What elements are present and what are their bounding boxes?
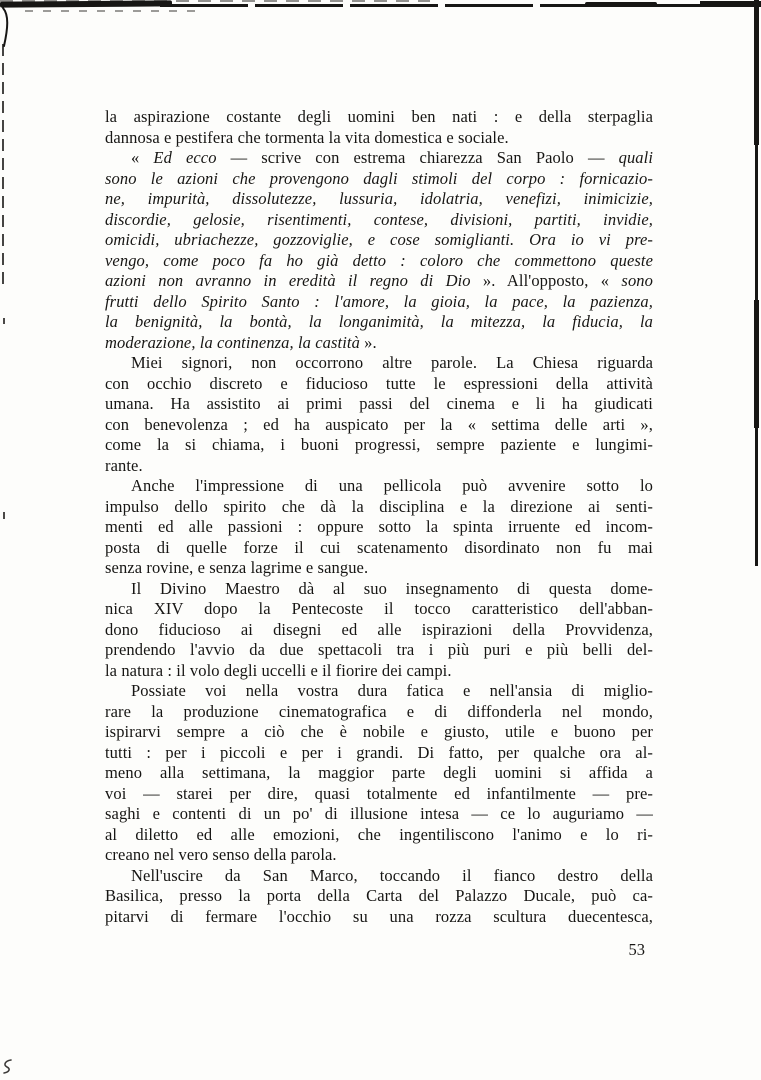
text-segment: Nell'uscire da San Marco, toccando il fianco destro della [131,865,653,885]
text-line [105,886,653,907]
text-segment: creano nel vero senso della parola. [105,845,337,864]
text-line [105,394,653,415]
text-line [105,681,653,702]
text-block [105,107,653,927]
text-segment-italic: omicidi, ubriachezze, gozzoviglie, e cose somiglianti. Ora io vi pre- [105,230,653,249]
text-segment: al diletto ed alle emozioni, che ingentiliscono l'animo e lo ri- [105,824,653,844]
text-line [105,661,653,682]
scan-blob [585,2,657,7]
text-line [105,292,653,313]
text-segment-italic: frutti dello Spirito Santo : l'amore, la gioia, la pace, la pazienza, [105,291,653,311]
scan-dot-row [25,10,200,12]
text-segment: ». All'opposto, « [470,271,622,290]
text-segment-italic: sono [621,271,653,290]
text-segment-italic: quali [618,148,654,167]
text-segment: la natura : il volo degli uccelli e il fiorire dei campi. [105,660,452,680]
text-line [105,804,653,825]
scan-artifact-corner-curl [0,6,14,52]
scan-right-line-thick [754,0,759,145]
text-line [105,230,653,251]
text-line [105,333,653,354]
text-line [105,271,653,292]
text-segment: umana. Ha assistito ai primi passi del cinema e li ha giudicati [105,394,653,413]
text-line [105,825,653,846]
text-line [105,640,653,661]
text-line [105,251,653,272]
text-line [105,579,653,600]
text-segment: dono fiducioso ai disegni ed alle ispirazioni della Provvidenza, [105,619,653,639]
text-line [105,456,653,477]
text-line [105,148,653,169]
scan-left-dot [3,318,5,324]
scan-artifact-top-edge [0,0,761,16]
text-segment: — scrive con estrema chiarezza San Paolo — [216,148,619,167]
text-segment: rante. [105,455,143,475]
text-segment: come la si chiama, i buoni progressi, sempre paziente e lungimi- [105,435,653,454]
text-line [105,907,653,928]
text-segment: menti ed alle passioni : oppure sotto la spinta irruente ed incom- [105,517,653,536]
text-segment-italic: ne, impurità, dissolutezze, lussuria, idolatria, venefizi, inimicizie, [105,189,653,208]
text-segment: Possiate voi nella vostra dura fatica e nell'ansia di miglio- [131,681,653,700]
scan-artifact-right-edge [752,0,761,600]
text-segment: senza rovine, e senza lagrime e sangue. [105,558,369,577]
scan-artifact-left-dashes [0,0,8,1080]
text-line [105,620,653,641]
text-segment: rare la produzione cinematografica e di diffonderla nel mondo, [105,701,653,721]
scan-left-dot [3,512,5,519]
text-segment: Il Divino Maestro dà al suo insegnamento di questa dome- [131,578,653,598]
text-line [105,702,653,723]
scan-thin-line [160,4,761,7]
text-line [105,107,653,128]
text-segment-italic: azioni non avranno in eredità il regno di Dio [105,271,471,290]
scan-artifact-bottom-squiggle [0,1056,14,1078]
text-line [105,415,653,436]
text-line [105,312,653,333]
text-segment-italic: Ed ecco [153,148,217,167]
text-line [105,517,653,538]
text-segment: tutti : per i piccoli e per i grandi. Di fatto, per qualche ora al- [105,742,653,762]
text-line [105,763,653,784]
page-number: 53 [628,940,645,959]
text-segment: con benevolenza ; ed ha auspicato per la « settima delle arti », [105,414,653,434]
scan-right-line-thick [754,300,759,428]
text-segment: la aspirazione costante degli uomini ben nati : e della sterpaglia [105,107,653,126]
text-segment: Anche l'impressione di una pellicola può avvenire sotto lo [131,476,653,495]
text-line [105,722,653,743]
text-line [105,476,653,497]
text-segment-italic: la benignità, la bontà, la longanimità, la mitezza, la fiducia, la [105,312,653,331]
text-segment: Basilica, presso la porta della Carta del Palazzo Ducale, può ca- [105,886,653,905]
text-line [105,845,653,866]
text-segment: ispirarvi sempre a ciò che è nobile e giusto, utile e buono per [105,722,653,741]
text-line [105,374,653,395]
text-segment-italic: vengo, come poco fa ho già detto : coloro che commettono queste [105,250,653,270]
text-segment-italic: discordie, gelosie, risentimenti, contese, divisioni, partiti, invidie, [105,209,653,229]
text-segment: « [131,148,154,167]
text-line [105,866,653,887]
text-segment-italic: sono le azioni che provengono dagli stimoli del corpo : fornicazio- [105,168,653,188]
text-segment: dannosa e pestifera che tormenta la vita domestica e sociale. [105,127,509,147]
text-line [105,128,653,149]
text-segment: voi — starei per dire, quasi totalmente ed infantilmente — pre- [105,783,653,803]
text-segment: ». [359,332,377,352]
text-segment: nica XIV dopo la Pentecoste il tocco caratteristico dell'abban- [105,599,653,618]
text-line [105,743,653,764]
text-line [105,435,653,456]
text-line [105,538,653,559]
text-line [105,599,653,620]
text-segment: meno alla settimana, la maggior parte degli uomini si affida a [105,763,653,782]
text-line [105,169,653,190]
text-line [105,210,653,231]
text-segment: posta di quelle forze il cui scatenamento disordinato non fu mai [105,537,653,557]
text-segment-italic: moderazione, la continenza, la castità [105,332,360,352]
text-segment: pitarvi di fermare l'occhio su una rozza scultura duecentesca, [105,906,653,926]
scan-left-dash-line [2,44,4,286]
text-segment: impulso dello spirito che dà la disciplina e la direzione ai senti- [105,496,653,516]
text-line [105,189,653,210]
text-line [105,497,653,518]
text-line [105,784,653,805]
text-segment: saghi e contenti di un po' di illusione intesa — ce lo auguriamo — [105,804,653,823]
text-line [105,558,653,579]
text-segment: con occhio discreto e fiducioso tutte le espressioni della attività [105,373,653,393]
text-line [105,353,653,374]
text-segment: prendendo l'avvio da due spettacoli tra i più puri e più belli del- [105,640,653,659]
scan-thick-bar [0,0,172,7]
text-segment: Miei signori, non occorrono altre parole. La Chiesa riguarda [131,353,653,372]
